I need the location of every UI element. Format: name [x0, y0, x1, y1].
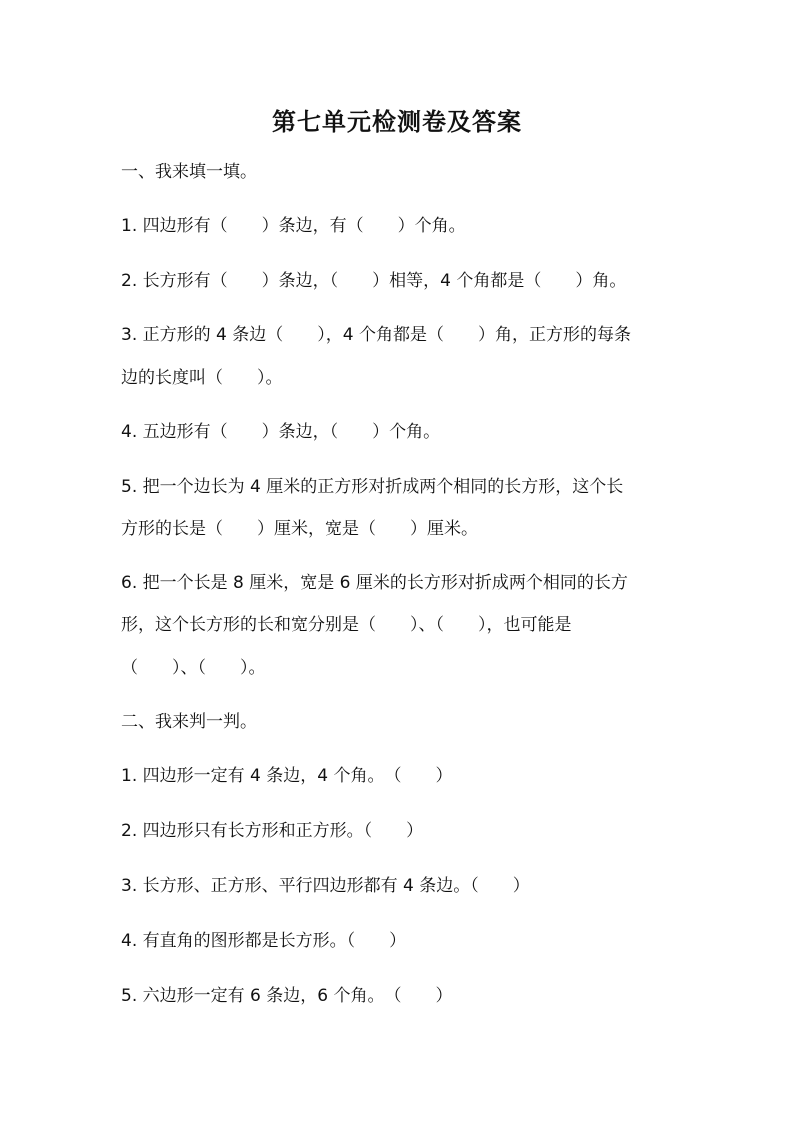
- judge-question-1: 1. 四边形一定有 4 条边，4 个角。 （ ）: [121, 766, 453, 786]
- fill-question-6-line-2: 形，这个长方形的长和宽分别是（ ）、（ ），也可能是: [121, 615, 572, 635]
- judge-question-2: 2. 四边形只有长方形和正方形。（ ）: [121, 821, 424, 841]
- judge-question-4: 4. 有直角的图形都是长方形。（ ）: [121, 931, 407, 951]
- fill-question-5-line-2: 方形的长是（ ）厘米，宽是（ ）厘米。: [121, 519, 478, 539]
- judge-question-5: 5. 六边形一定有 6 条边，6 个角。 （ ）: [121, 986, 453, 1006]
- section-heading-judge: 二、我来判一判。: [121, 712, 257, 732]
- document-title: 第七单元检测卷及答案: [272, 108, 522, 136]
- fill-question-1: 1. 四边形有（ ）条边，有（ ）个角。: [121, 216, 466, 236]
- fill-question-5-line-1: 5. 把一个边长为 4 厘米的正方形对折成两个相同的长方形，这个长: [121, 477, 624, 497]
- fill-question-3-line-2: 边的长度叫（ ）。: [121, 368, 283, 388]
- fill-question-3-line-1: 3. 正方形的 4 条边（ ），4 个角都是（ ）角，正方形的每条: [121, 325, 631, 345]
- fill-question-2: 2. 长方形有（ ）条边，（ ）相等，4 个角都是（ ）角。: [121, 271, 627, 291]
- fill-question-6-line-3: （ ）、（ ）。: [121, 658, 266, 678]
- judge-question-3: 3. 长方形、正方形、平行四边形都有 4 条边。（ ）: [121, 876, 530, 896]
- section-heading-fill: 一、我来填一填。: [121, 162, 257, 182]
- fill-question-4: 4. 五边形有（ ）条边，（ ）个角。: [121, 422, 441, 442]
- fill-question-6-line-1: 6. 把一个长是 8 厘米，宽是 6 厘米的长方形对折成两个相同的长方: [121, 573, 628, 593]
